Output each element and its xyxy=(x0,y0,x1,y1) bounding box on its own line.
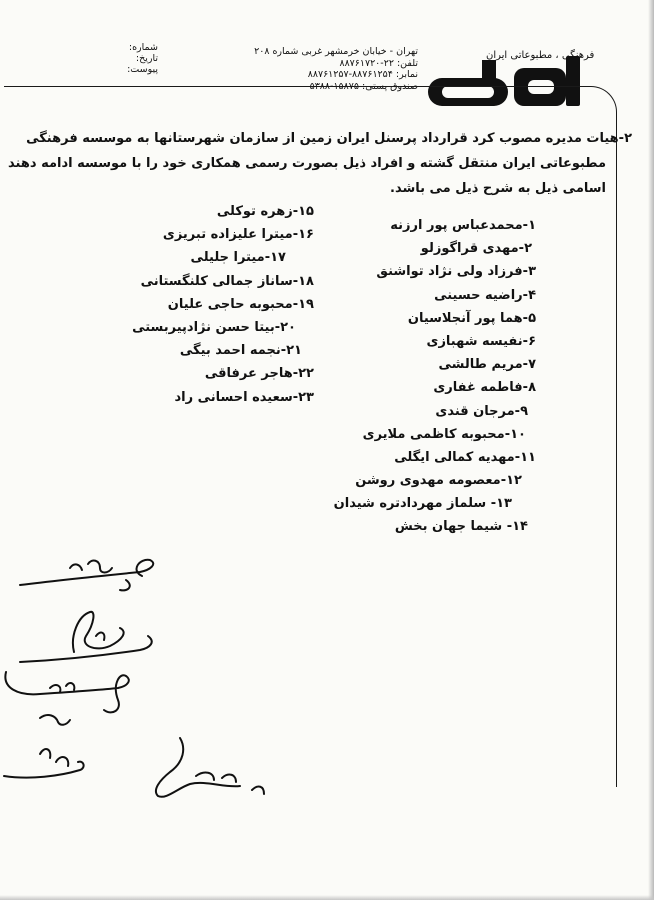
list-item: ۸-فاطمه غفاری xyxy=(433,380,536,396)
list-item: ۶-نفیسه شهبازی xyxy=(426,333,536,349)
logo-tagline: فرهنگی ، مطبوعاتی ایران xyxy=(486,50,595,61)
letter-meta xyxy=(110,42,158,75)
list-item: ۱۸-ساناز جمالی کلنگستانی xyxy=(140,273,314,289)
number-label: شماره: xyxy=(128,42,158,53)
list-item: ۱۷-میترا جلیلی xyxy=(190,250,286,266)
personnel-list-left xyxy=(132,200,314,409)
list-item: ۲۳-سعیده احسانی راد xyxy=(174,389,314,405)
list-item: ۴-راضیه حسینی xyxy=(434,287,536,303)
resolution-line: ۲-هیات مدیره مصوب کرد قرارداد پرسنل ایران زمین از سازمان شهرستانها به موسسه فرهنگی xyxy=(26,131,632,146)
resolution-paragraph xyxy=(8,126,632,201)
po-box-line: صندوق پستی: ۱۵۸۷۵-۵۳۸۸ xyxy=(309,80,418,92)
date-label: تاریخ: xyxy=(135,53,158,64)
signature-2 xyxy=(20,612,152,662)
list-item: ۱۹-محبوبه حاجی علیان xyxy=(167,296,314,312)
phone-line: تلفن: ۲۲-۸۸۷۶۱۷۲۰ xyxy=(339,57,418,69)
signature-3 xyxy=(5,672,128,725)
signatures xyxy=(0,540,330,840)
list-item: ۹-مرجان قندی xyxy=(435,403,528,419)
list-item: ۱۳- سلماز مهردادتره شیدان xyxy=(333,496,512,512)
list-item: ۱۶-میترا علیزاده تبریزی xyxy=(162,227,314,243)
fax-line: نمابر: ۸۸۷۶۱۲۵۴-۸۸۷۶۱۲۵۷ xyxy=(307,69,418,80)
personnel-list-right xyxy=(334,214,536,539)
list-item: ۵-هما پور آنجلاسیان xyxy=(407,310,536,326)
list-item: ۲-مهدی قراگوزلو xyxy=(420,241,532,257)
scan-edge-shadow xyxy=(648,0,654,900)
list-item: ۱-محمدعباس پور ارزنه xyxy=(390,218,536,233)
list-item: ۱۰-محبوبه کاظمی ملایری xyxy=(362,426,526,442)
list-item: ۱۴- شیما جهان بخش xyxy=(394,519,528,535)
address-line: تهران - خیابان خرمشهر غربی شماره ۲۰۸ xyxy=(254,46,418,57)
list-item: ۱۱-مهدیه کمالی ایگلی xyxy=(394,449,536,465)
list-item: ۱۲-معصومه مهدوی روشن xyxy=(355,473,522,489)
resolution-line: مطبوعاتی ایران منتقل گشته و افراد ذیل بصورت رسمی همکاری خود را با موسسه ادامه دهند xyxy=(8,156,606,171)
attachment-label: پیوست: xyxy=(127,64,158,75)
list-item: ۲۰-بیتا حسن نژادپیربستی xyxy=(132,319,296,335)
list-item: ۳-فرزاد ولی نژاد تواشنق xyxy=(376,264,536,280)
signature-1 xyxy=(20,560,153,591)
list-item: ۲۲-هاجر عرفاقی xyxy=(204,366,314,382)
resolution-line: اسامی ذیل به شرح ذیل می باشد. xyxy=(390,181,606,196)
list-item: ۷-مریم طالشی xyxy=(438,357,536,373)
signature-5 xyxy=(156,738,264,797)
signature-4 xyxy=(4,749,84,778)
list-item: ۱۵-زهره توکلی xyxy=(216,204,314,219)
scan-edge-shadow xyxy=(0,895,654,900)
list-item: ۲۱-نجمه احمد بیگی xyxy=(179,343,302,359)
